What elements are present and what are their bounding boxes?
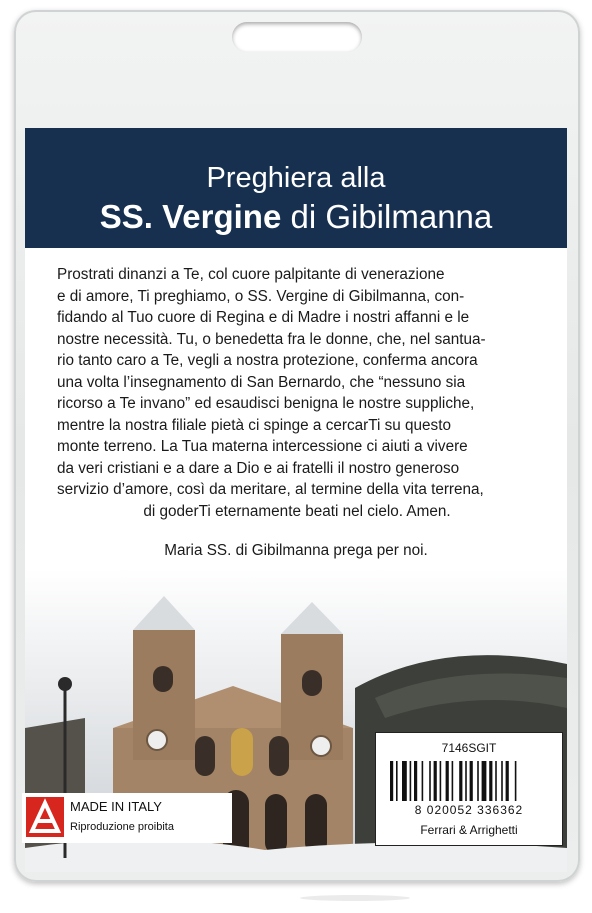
barcode <box>390 761 548 801</box>
prayer-text <box>57 264 537 522</box>
prayer-line: monte terreno. La Tua materna intercessione ci aiuti a vivere <box>57 438 468 455</box>
barcode-bar <box>489 761 492 801</box>
title-rest: di Gibilmanna <box>281 198 493 235</box>
barcode-bar <box>414 761 417 801</box>
prayer-line: da veri cristiani e a dare a Dio e ai fratelli il nostro generoso <box>57 459 460 477</box>
barcode-bar <box>452 761 454 801</box>
barcode-bar <box>459 761 462 801</box>
barcode-bar <box>470 761 473 801</box>
prayer-line: fidando al Tuo cuore di Regina e di Madre i nostri affanni e le <box>57 309 470 326</box>
barcode-number: 8 020052 336362 <box>414 803 524 817</box>
barcode-bar <box>440 761 442 801</box>
barcode-bar <box>477 761 479 801</box>
title-line1: Preghiera alla <box>206 162 386 194</box>
barcode-bar <box>495 761 497 801</box>
barcode-bar <box>501 761 503 801</box>
barcode-bar <box>429 761 431 801</box>
barcode-bar <box>515 761 517 801</box>
title-bold: SS. Vergine <box>99 198 282 235</box>
barcode-bar <box>422 761 424 801</box>
barcode-bar <box>482 761 487 801</box>
barcode-bar <box>465 761 467 801</box>
brand-name: Ferrari & Arrighetti <box>420 823 518 837</box>
barcode-bar <box>410 761 412 801</box>
barcode-bar <box>446 761 449 801</box>
prayer-line: Prostrati dinanzi a Te, col cuore palpitante di venerazione <box>57 266 445 283</box>
made-in-italy-label <box>22 793 232 843</box>
title-banner <box>25 128 567 248</box>
prayer-line: nostre necessità. Tu, o benedetta fra le donne, che, nel santua- <box>57 330 486 348</box>
prayer-line: rio tanto caro a Te, vegli a nostra protezione, conferma ancora <box>57 352 478 369</box>
reproduction-notice: Riproduzione proibita <box>70 821 174 833</box>
prayer-line: una volta l’insegnamento di San Bernardo, che “nessuno sia <box>57 373 466 391</box>
barcode-bar <box>396 761 398 801</box>
brand-logo-icon <box>26 797 64 837</box>
shadow <box>300 895 410 901</box>
product-code: 7146SGIT <box>441 741 497 755</box>
hang-hole <box>232 22 362 52</box>
barcode-bar <box>434 761 437 801</box>
prayer-line: di goderTi eternamente beati nel cielo. Amen. <box>143 502 451 520</box>
barcode-bar <box>402 761 407 801</box>
prayer-card <box>25 128 567 872</box>
prayer-line: e di amore, Ti preghiamo, o SS. Vergine di Gibilmanna, con- <box>57 287 465 305</box>
invocation: Maria SS. di Gibilmanna prega per noi. <box>164 542 428 559</box>
title-line2 <box>25 198 567 236</box>
barcode-bar <box>390 761 393 801</box>
barcode-label <box>375 732 563 846</box>
prayer-line: mentre la nostra filiale pietà ci spinge a cercarTi su questo <box>57 416 451 434</box>
barcode-bar <box>506 761 509 801</box>
made-in-italy-text: MADE IN ITALY <box>70 799 162 814</box>
prayer-line: ricorso a Te invano” ed esaudisci benigna le nostre suppliche, <box>57 395 475 412</box>
prayer-line: servizio d’amore, così da meritare, al termine della vita terrena, <box>57 481 484 498</box>
